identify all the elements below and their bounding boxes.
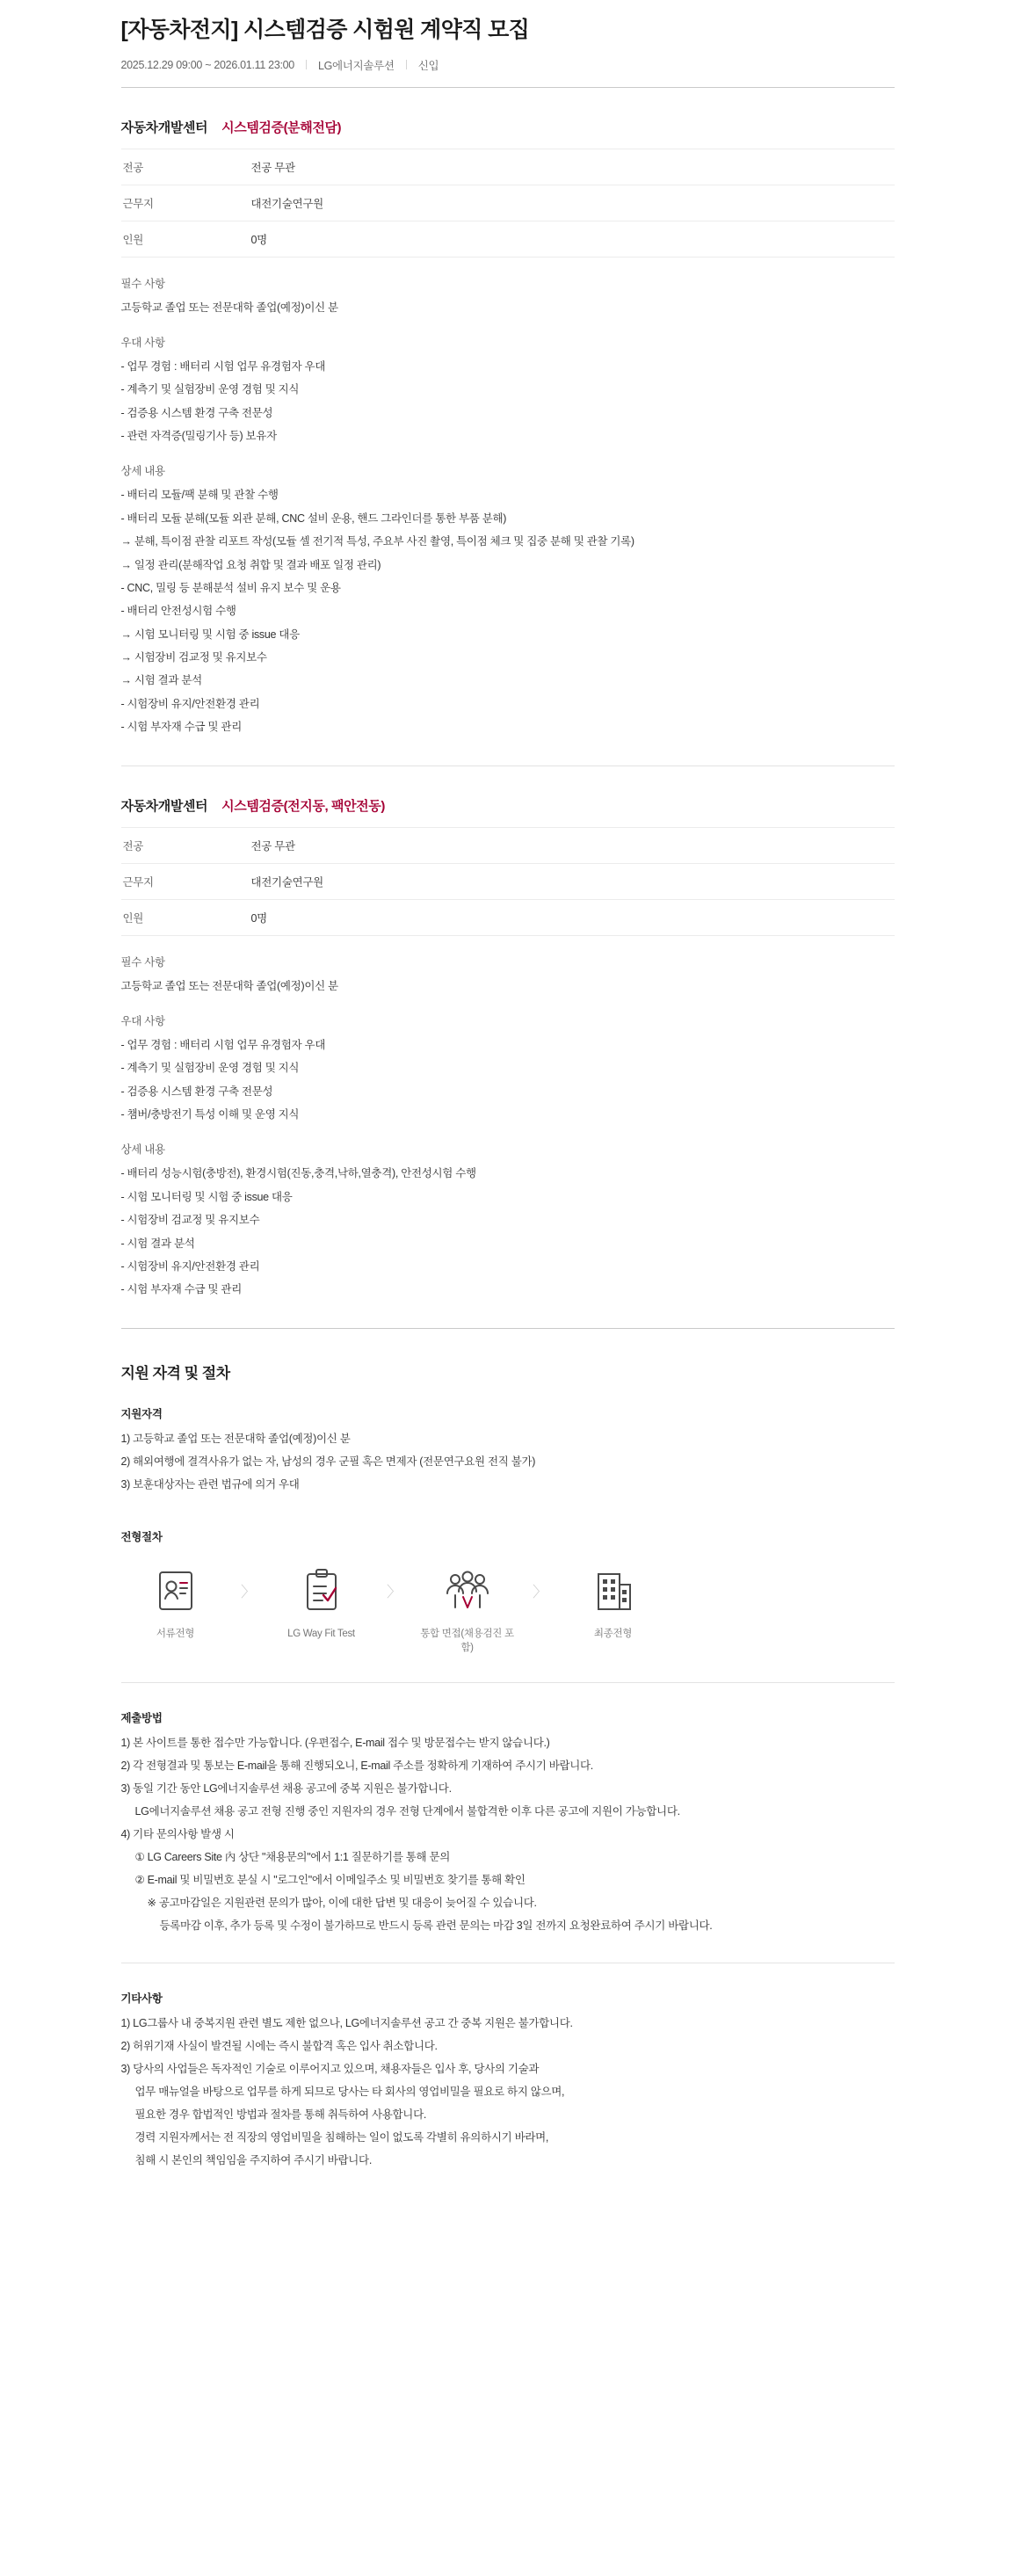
process-step-label: LG Way Fit Test bbox=[287, 1628, 355, 1639]
detail-label: 상세 내용 bbox=[120, 465, 165, 478]
qualification-block bbox=[121, 1405, 895, 1493]
text-line: - 검증용 시스템 환경 구축 전문성 bbox=[120, 1085, 273, 1098]
section-title: 지원 자격 및 절차 bbox=[120, 1364, 230, 1382]
text-line: - 배터리 모듈/팩 분해 및 관찰 수행 bbox=[120, 489, 279, 502]
process-step-2 bbox=[272, 1558, 371, 1642]
text-line: 2) 허위기재 사실이 발견될 시에는 즉시 불합격 혹은 입사 취소합니다. bbox=[120, 2039, 438, 2052]
apply-section bbox=[121, 1329, 895, 2210]
position-name: 시스템검증(분해전담) bbox=[221, 120, 342, 135]
notes-block bbox=[121, 1990, 895, 2169]
process-step-label: 서류전형 bbox=[156, 1628, 195, 1639]
preferred-label: 우대 사항 bbox=[120, 1014, 165, 1027]
text-line: - 시험장비 검교정 및 유지보수 bbox=[120, 1214, 260, 1227]
posting-meta bbox=[121, 57, 895, 87]
text-line: ② E-mail 및 비밀번호 분실 시 "로그인"에서 이메일주소 및 비밀번호 찾기를 통해 확인 bbox=[134, 1873, 526, 1886]
qualification-lines bbox=[121, 1430, 895, 1493]
text-line: 등록마감 이후, 추가 등록 및 수정이 불가하므로 반드시 등록 관련 문의는 마감 3일 전까지 요청완료하여 주시기 바랍니다. bbox=[159, 1919, 713, 1932]
position-name: 시스템검증(전지동, 팩안전동) bbox=[221, 798, 385, 814]
position-detail-table bbox=[121, 827, 895, 936]
table-row bbox=[121, 149, 895, 185]
process-steps bbox=[121, 1558, 895, 1656]
text-line: 필요한 경우 합법적인 방법과 절차를 통해 취득하여 사용합니다. bbox=[134, 2108, 427, 2121]
text-line: - 시험 결과 분석 bbox=[120, 1237, 195, 1250]
position-heading bbox=[121, 796, 895, 815]
preferred-section bbox=[121, 334, 895, 446]
detail-section bbox=[121, 462, 895, 736]
text-line: 2) 각 전형결과 및 통보는 E-mail을 통해 진행되오니, E-mail 주소를 정확하게 기재하여 주시기 바랍니다. bbox=[120, 1759, 593, 1772]
text-line: - 계측기 및 실험장비 운영 경험 및 지식 bbox=[120, 1062, 300, 1075]
text-line: 침해 시 본인의 책임임을 주지하여 주시기 바랍니다. bbox=[134, 2153, 372, 2166]
text-line: → 시험 결과 분석 bbox=[120, 674, 202, 687]
chevron-right-icon: 〉 bbox=[387, 1584, 402, 1601]
text-line: 경력 지원자께서는 전 직장의 영업비밀을 침해하는 일이 없도록 각별히 유의하시기 바라며, bbox=[134, 2130, 549, 2144]
chevron-right-icon: 〉 bbox=[533, 1584, 547, 1601]
notes-title: 기타사항 bbox=[120, 1992, 163, 2005]
process-title: 전형절차 bbox=[120, 1530, 163, 1543]
experience-level: 신입 bbox=[417, 59, 439, 72]
text-line: - 배터리 성능시험(충방전), 환경시험(진동,충격,낙하,열충격), 안전성시험 수행 bbox=[120, 1167, 476, 1180]
text-line: 고등학교 졸업 또는 전문대학 졸업(예정)이신 분 bbox=[120, 979, 338, 992]
position-block bbox=[121, 766, 895, 1328]
text-line: 2) 해외여행에 결격사유가 없는 자, 남성의 경우 군필 혹은 면제자 (전문연구요원 전직 불가) bbox=[120, 1455, 536, 1468]
field-value: 대전기술연구원 bbox=[250, 875, 323, 889]
document-person-icon bbox=[127, 1558, 225, 1623]
text-line: → 시험장비 검교정 및 유지보수 bbox=[120, 651, 267, 664]
text-line: LG에너지솔루션 채용 공고 전형 진행 중인 지원자의 경우 전형 단계에서 불합격한 이후 다른 공고에 지원이 가능합니다. bbox=[134, 1804, 680, 1818]
required-section bbox=[121, 954, 895, 995]
position-heading bbox=[121, 118, 895, 136]
process-step-4 bbox=[564, 1558, 663, 1642]
process-step-label: 최종전형 bbox=[593, 1628, 633, 1639]
submission-lines bbox=[121, 1734, 895, 1934]
text-line: ※ 공고마감일은 지원관련 문의가 많아, 이에 대한 답변 및 대응이 늦어질 수 있습니다. bbox=[147, 1896, 537, 1909]
text-line: - 업무 경험 : 배터리 시험 업무 유경험자 우대 bbox=[120, 1038, 326, 1051]
text-line: - 관련 자격증(밀링기사 등) 보유자 bbox=[120, 430, 277, 442]
detail-lines bbox=[121, 1165, 895, 1298]
required-label: 필수 사항 bbox=[120, 955, 165, 969]
text-line: → 시험 모니터링 및 시험 중 issue 대응 bbox=[120, 628, 300, 641]
text-line: - 업무 경험 : 배터리 시험 업무 유경험자 우대 bbox=[120, 359, 326, 373]
text-line: - 시험 모니터링 및 시험 중 issue 대응 bbox=[120, 1190, 293, 1203]
required-lines bbox=[121, 978, 895, 995]
interview-people-icon bbox=[418, 1558, 517, 1623]
table-row bbox=[121, 827, 895, 863]
text-line: → 일정 관리(분해작업 요청 취합 및 결과 배포 일정 관리) bbox=[120, 558, 381, 571]
chevron-right-icon: 〉 bbox=[241, 1584, 256, 1601]
text-line: - 배터리 안전성시험 수행 bbox=[120, 605, 236, 618]
detail-label: 상세 내용 bbox=[120, 1143, 165, 1157]
preferred-label: 우대 사항 bbox=[120, 336, 165, 349]
table-row bbox=[121, 899, 895, 935]
text-line: - 검증용 시스템 환경 구축 전문성 bbox=[120, 406, 273, 419]
text-line: ① LG Careers Site 內 상단 "채용문의"에서 1:1 질문하기를 통해 문의 bbox=[134, 1850, 451, 1863]
text-line: - 배터리 모듈 분해(모듈 외관 분해, CNC 설비 운용, 핸드 그라인더를 통한 부품 분해) bbox=[120, 512, 507, 525]
checklist-icon bbox=[272, 1558, 371, 1623]
text-line: 4) 기타 문의사항 발생 시 bbox=[120, 1827, 235, 1840]
text-line: - 시험장비 유지/안전환경 관리 bbox=[120, 1259, 260, 1273]
text-line: - 챔버/충방전기 특성 이해 및 운영 지식 bbox=[120, 1108, 300, 1121]
building-icon bbox=[564, 1558, 663, 1623]
required-lines bbox=[121, 300, 895, 316]
preferred-lines bbox=[121, 1037, 895, 1124]
table-row bbox=[121, 221, 895, 257]
preferred-lines bbox=[121, 359, 895, 446]
field-label: 인원 bbox=[122, 911, 144, 925]
position-center: 자동차개발센터 bbox=[120, 798, 208, 814]
table-row bbox=[121, 185, 895, 221]
meta-divider bbox=[406, 60, 407, 69]
text-line: 1) LG그룹사 내 중복지원 관련 별도 제한 없으나, LG에너지솔루션 공고 간 중복 지원은 불가합니다. bbox=[120, 2016, 573, 2029]
text-line: - 계측기 및 실험장비 운영 경험 및 지식 bbox=[120, 383, 300, 396]
notes-lines bbox=[121, 2014, 895, 2169]
text-line: 1) 고등학교 졸업 또는 전문대학 졸업(예정)이신 분 bbox=[120, 1432, 351, 1445]
field-value: 대전기술연구원 bbox=[250, 197, 323, 210]
field-label: 인원 bbox=[122, 233, 144, 246]
submission-title: 제출방법 bbox=[120, 1711, 163, 1724]
process-divider bbox=[121, 1682, 895, 1683]
table-row bbox=[121, 863, 895, 899]
text-line: 3) 보훈대상자는 관련 법규에 의거 우대 bbox=[120, 1477, 300, 1491]
company-name: LG에너지솔루션 bbox=[317, 59, 395, 72]
position-center: 자동차개발센터 bbox=[120, 120, 208, 135]
text-line: - 시험장비 유지/안전환경 관리 bbox=[120, 697, 260, 710]
field-label: 전공 bbox=[122, 161, 144, 174]
field-label: 근무지 bbox=[122, 875, 154, 889]
process-step-label: 통합 면접(채용검진 포함) bbox=[420, 1628, 514, 1654]
text-line: 고등학교 졸업 또는 전문대학 졸업(예정)이신 분 bbox=[120, 301, 338, 314]
field-label: 근무지 bbox=[122, 197, 154, 210]
field-value: 0명 bbox=[250, 233, 267, 246]
process-block bbox=[121, 1528, 895, 1656]
text-line: - 시험 부자재 수급 및 관리 bbox=[120, 1283, 242, 1296]
position-detail-table bbox=[121, 149, 895, 258]
text-line: - CNC, 밀링 등 분해분석 설비 유지 보수 및 운용 bbox=[120, 581, 341, 594]
page-title: [자동차전지] 시스템검증 시험원 계약직 모집 bbox=[120, 18, 530, 42]
text-line: - 시험 부자재 수급 및 관리 bbox=[120, 721, 242, 734]
text-line: 업무 매뉴얼을 바탕으로 업무를 하게 되므로 당사는 타 회사의 영업비밀을 필요로 하지 않으며, bbox=[134, 2085, 565, 2098]
field-label: 전공 bbox=[122, 839, 144, 853]
required-label: 필수 사항 bbox=[120, 277, 165, 290]
text-line: 3) 당사의 사업들은 독자적인 기술로 이루어지고 있으며, 채용자들은 입사 후, 당사의 기술과 bbox=[120, 2062, 540, 2075]
meta-divider bbox=[306, 60, 307, 69]
footer-spacer bbox=[121, 2174, 895, 2210]
detail-section bbox=[121, 1141, 895, 1298]
text-line: → 분해, 특이점 관찰 리포트 작성(모듈 셀 전기적 특성, 주요부 사진 촬영, 특이점 체크 및 집중 분해 및 관찰 기록) bbox=[120, 535, 634, 548]
position-block bbox=[121, 88, 895, 766]
qualification-title: 지원자격 bbox=[120, 1407, 163, 1420]
process-step-1 bbox=[127, 1558, 225, 1642]
preferred-section bbox=[121, 1012, 895, 1124]
field-value: 전공 무관 bbox=[250, 161, 295, 174]
required-section bbox=[121, 275, 895, 316]
submission-block bbox=[121, 1709, 895, 1934]
field-value: 전공 무관 bbox=[250, 839, 295, 853]
text-line: 1) 본 사이트를 통한 접수만 가능합니다. (우편접수, E-mail 접수 및 방문접수는 받지 않습니다.) bbox=[120, 1736, 550, 1749]
text-line: 3) 동일 기간 동안 LG에너지솔루션 채용 공고에 중복 지원은 불가합니다. bbox=[120, 1781, 452, 1795]
field-value: 0명 bbox=[250, 911, 267, 925]
application-period: 2025.12.29 09:00 ~ 2026.01.11 23:00 bbox=[120, 58, 294, 71]
process-step-3 bbox=[418, 1558, 517, 1656]
detail-lines bbox=[121, 487, 895, 736]
